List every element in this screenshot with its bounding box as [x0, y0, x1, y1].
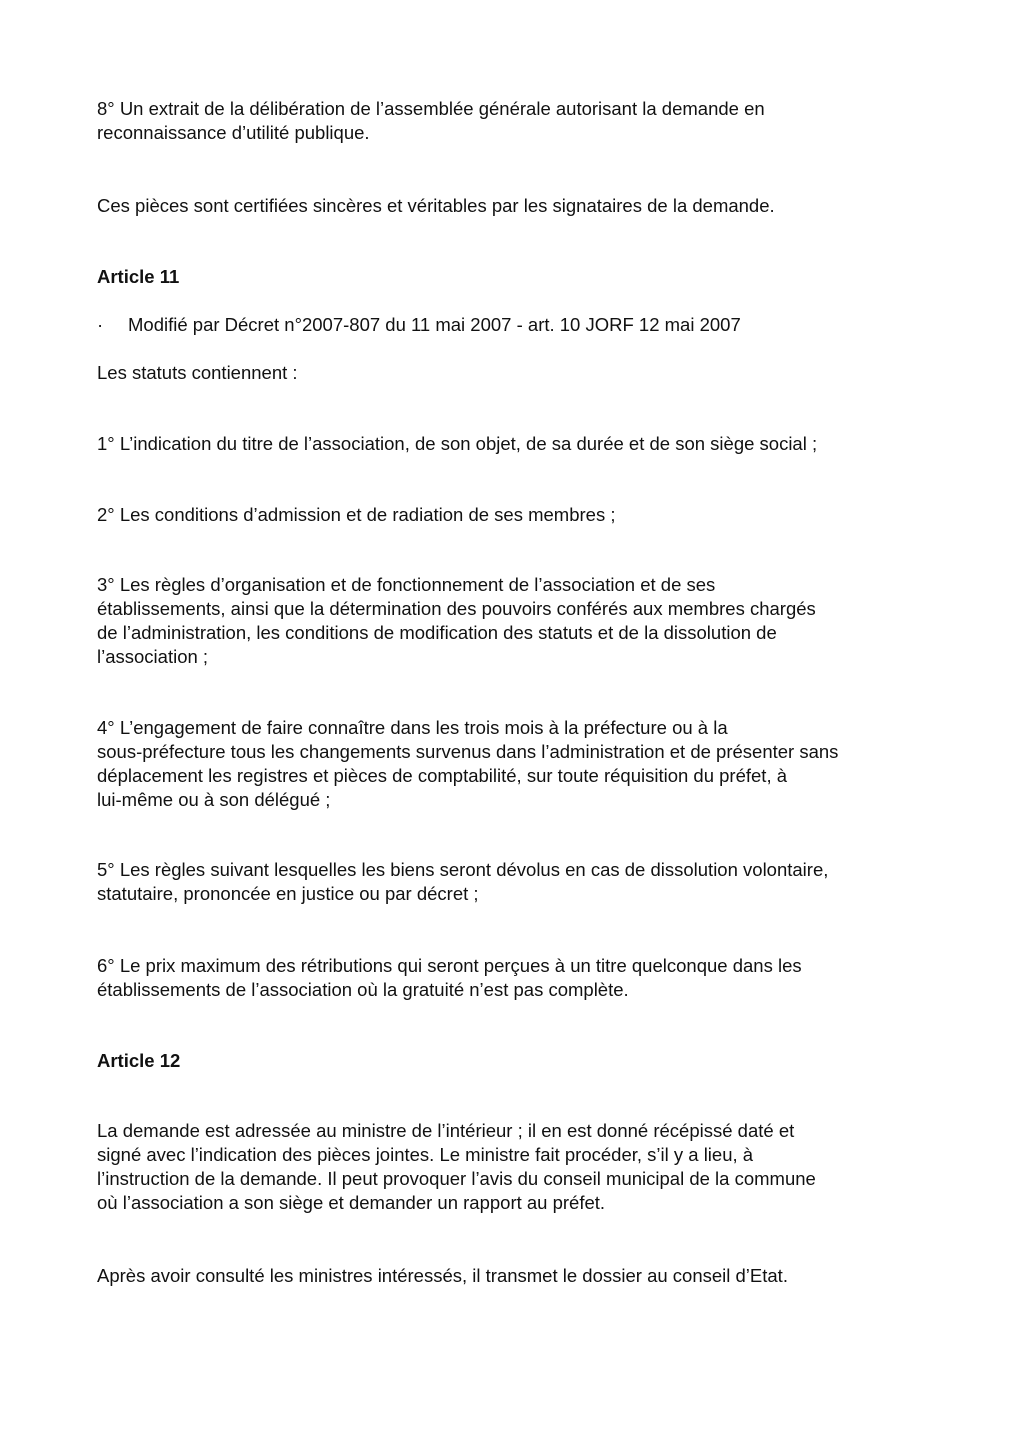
item-8-text: 8° Un extrait de la délibération de l’assemblée générale autorisant la demande en reconnaissance d’utilité publique.	[97, 98, 765, 143]
article-11-item-6: 6° Le prix maximum des rétributions qui seront perçues à un titre quelconque dans les établissements de l’association où la gratuité n’est pas complète.	[97, 955, 802, 1000]
modification-note-text: Modifié par Décret n°2007-807 du 11 mai 2007 - art. 10 JORF 12 mai 2007	[128, 314, 741, 335]
article-11-item-4: 4° L’engagement de faire connaître dans les trois mois à la préfecture ou à la sous-préfecture tous les changements survenus dans l’administration et de présenter sans déplacement les registres et pièces de comptabilité, sur toute réquisition du préfet, à lui-même ou à son délégué ;	[97, 717, 839, 810]
article-12-paragraph-1: La demande est adressée au ministre de l’intérieur ; il en est donné récépissé daté et signé avec l’indication des pièces jointes. Le ministre fait procéder, s’il y a lieu, à l’instruction de la demande. Il peut provoquer l’avis du conseil municipal de la commune où l’association a son siège et demander un rapport au préfet.	[97, 1120, 816, 1213]
article-12-heading: Article 12	[97, 1050, 181, 1071]
certification-text: Ces pièces sont certifiées sincères et véritables par les signataires de la demande.	[97, 195, 775, 216]
modification-note	[97, 313, 937, 337]
article-11-item-3: 3° Les règles d’organisation et de fonctionnement de l’association et de ses établissements, ainsi que la détermination des pouvoirs conférés aux membres chargés de l’administration, les conditions de modification des statuts et de la dissolution de l’association ;	[97, 574, 816, 667]
article-11-item-5: 5° Les règles suivant lesquelles les biens seront dévolus en cas de dissolution volontaire, statutaire, prononcée en justice ou par décret ;	[97, 859, 829, 904]
article-11-item-2: 2° Les conditions d’admission et de radiation de ses membres ;	[97, 504, 616, 525]
statutes-lead-text: Les statuts contiennent :	[97, 362, 298, 383]
article-12-paragraph-2: Après avoir consulté les ministres intéressés, il transmet le dossier au conseil d’Etat.	[97, 1265, 788, 1286]
article-11-heading: Article 11	[97, 266, 180, 287]
article-11-item-1: 1° L’indication du titre de l’association, de son objet, de sa durée et de son siège social ;	[97, 433, 818, 454]
bullet-dot-icon: ·	[97, 314, 104, 335]
